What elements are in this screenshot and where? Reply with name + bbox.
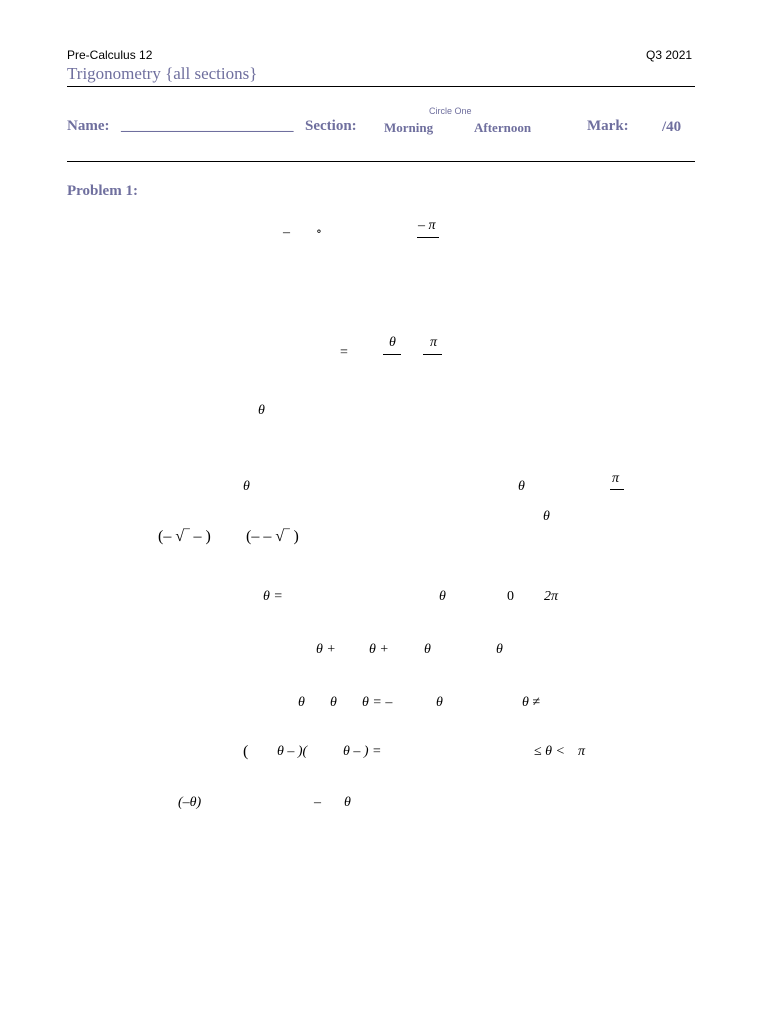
math-fragment: θ – )(	[277, 744, 308, 759]
math-fragment: (–θ)	[178, 795, 202, 810]
math-fragment: (	[243, 743, 249, 760]
math-fragment: θ	[243, 479, 250, 494]
mark-label: Mark:	[587, 118, 629, 134]
math-fragment: –	[314, 795, 321, 810]
math-fragment: θ = –	[362, 695, 393, 710]
math-fragment: –	[283, 225, 290, 240]
math-fragment: θ	[543, 509, 550, 524]
math-fragment: θ =	[263, 589, 283, 604]
math-fragment: θ +	[369, 642, 389, 657]
math-fragment: (– – √‾ )	[246, 528, 299, 545]
math-fragment: θ	[298, 695, 305, 710]
math-fragment: θ	[258, 403, 265, 418]
math-fragment: θ	[330, 695, 337, 710]
math-fragment: θ	[439, 589, 446, 604]
math-fragment: π	[430, 335, 438, 350]
math-fragment: θ ≠	[522, 695, 541, 710]
fraction-bar	[417, 237, 439, 238]
morning-option[interactable]: Morning	[384, 120, 434, 135]
math-fragment: =	[340, 345, 348, 360]
math-fragment: θ	[424, 642, 431, 657]
problem-heading: Problem 1:	[67, 183, 138, 199]
math-fragment: θ	[496, 642, 503, 657]
math-fragment: θ – ) =	[343, 744, 382, 759]
math-fragment: 0	[507, 589, 514, 604]
math-fragment: π	[578, 744, 586, 759]
info-divider	[67, 161, 695, 162]
page-title: Trigonometry {all sections}	[67, 64, 258, 83]
afternoon-option[interactable]: Afternoon	[474, 120, 532, 135]
fraction-bar	[423, 354, 442, 355]
math-fragment: θ	[344, 795, 351, 810]
name-field[interactable]: _______________________	[121, 118, 294, 134]
math-fragment: π	[612, 471, 620, 486]
math-fragment: θ	[436, 695, 443, 710]
course-label: Pre-Calculus 12	[67, 48, 153, 62]
math-fragment: (– √‾ – )	[158, 528, 211, 545]
circle-one-note: Circle One	[429, 106, 472, 116]
header-divider	[67, 86, 695, 87]
math-fragment: θ	[518, 479, 525, 494]
math-fragment: ∘	[316, 224, 322, 238]
term-label: Q3 2021	[646, 48, 693, 62]
math-fragment: – π	[418, 218, 436, 233]
name-label: Name:	[67, 118, 110, 134]
fraction-bar	[383, 354, 401, 355]
math-fragment: ≤ θ <	[534, 744, 566, 759]
math-fragment: 2π	[544, 589, 559, 604]
math-fragment: θ	[389, 335, 396, 350]
mark-total: /40	[662, 119, 682, 135]
section-label: Section:	[305, 118, 357, 134]
fraction-bar	[610, 489, 624, 490]
math-fragment: θ +	[316, 642, 336, 657]
